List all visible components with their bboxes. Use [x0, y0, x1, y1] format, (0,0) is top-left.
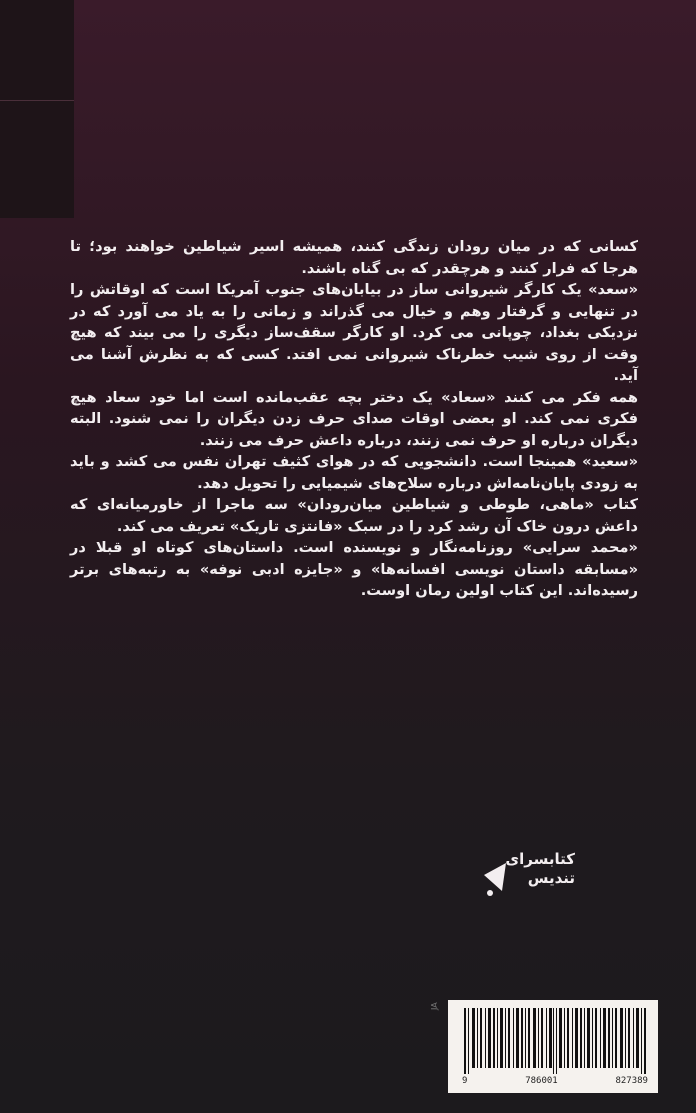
spine-divider [0, 100, 74, 101]
barcode-label [448, 1000, 658, 1093]
blurb-paragraph-4: «سعید» همینجا است. دانشجویی که در هوای کثیف تهران نفس می کشد و باید به زودی پایان‌نامه‌اش درباره سلاح‌های شیمیایی را تحویل دهد. [70, 453, 638, 492]
blurb-paragraph-1: کسانی که در میان رودان زندگی کنند، همیشه اسیر شیاطین خواهند بود؛ تا هرجا که فرار کنند و هرچقدر که بی گناه باشند. [70, 238, 638, 277]
blurb-paragraph-3: همه فکر می کنند «سعاد» یک دختر بچه عقب‌مانده است اما خود سعاد هیچ فکری نمی کند. او بعضی اوقات صدای حرف زدن دیگران را نمی شنود. البته دیگران درباره او حرف نمی زنند، درباره داعش حرف می زنند. [70, 388, 638, 449]
publisher-name-line1: کتابسرای [505, 850, 575, 868]
barcode-digits [462, 1076, 648, 1086]
back-cover-blurb [70, 236, 638, 602]
publisher-name [505, 850, 575, 888]
barcode-digit-group-2: 786001 [525, 1076, 558, 1086]
blurb-paragraph-5: کتاب «ماهی، طوطی و شیاطین میان‌رودان» سه ماجرا از خاورمیانه‌ای که داعش درون خاک آن رشد کرد را در سبک «فانتزی تاریک» تعریف می کند. [70, 496, 638, 535]
barcode-digit-group-1: 9 [462, 1076, 468, 1086]
blurb-paragraph-2: «سعد» یک کارگر شیروانی ساز در بیابان‌های جنوب آمریکا است که اوقاتش را در تنهایی و گرفتار وهم و خیال می گذراند و زمانی را به یاد می آورد که در نزدیکی بغداد، چوپانی می کرد. او کارگر سقف‌ساز دیگری را می بیند که هیچ وقت از روی شیب خطرناک شیروانی نمی افتد. کسی که به نظرش آشنا می آید. [70, 281, 638, 384]
blurb-paragraph-6: «محمد سرایی» روزنامه‌نگار و نویسنده است. داستان‌های کوتاه او قبلا در «مسابقه داستان نویسی افسانه‌ها» و «جایزه ادبی نوفه» به رتبه‌های برتر رسیده‌اند. این کتاب اولین رمان اوست. [70, 539, 638, 599]
barcode-digit-group-3: 827389 [615, 1076, 648, 1086]
spine-dark-block [0, 0, 74, 218]
side-code: JA [430, 1002, 439, 1010]
barcode-icon [462, 1008, 648, 1074]
publisher-name-line2: تندیس [527, 869, 575, 887]
